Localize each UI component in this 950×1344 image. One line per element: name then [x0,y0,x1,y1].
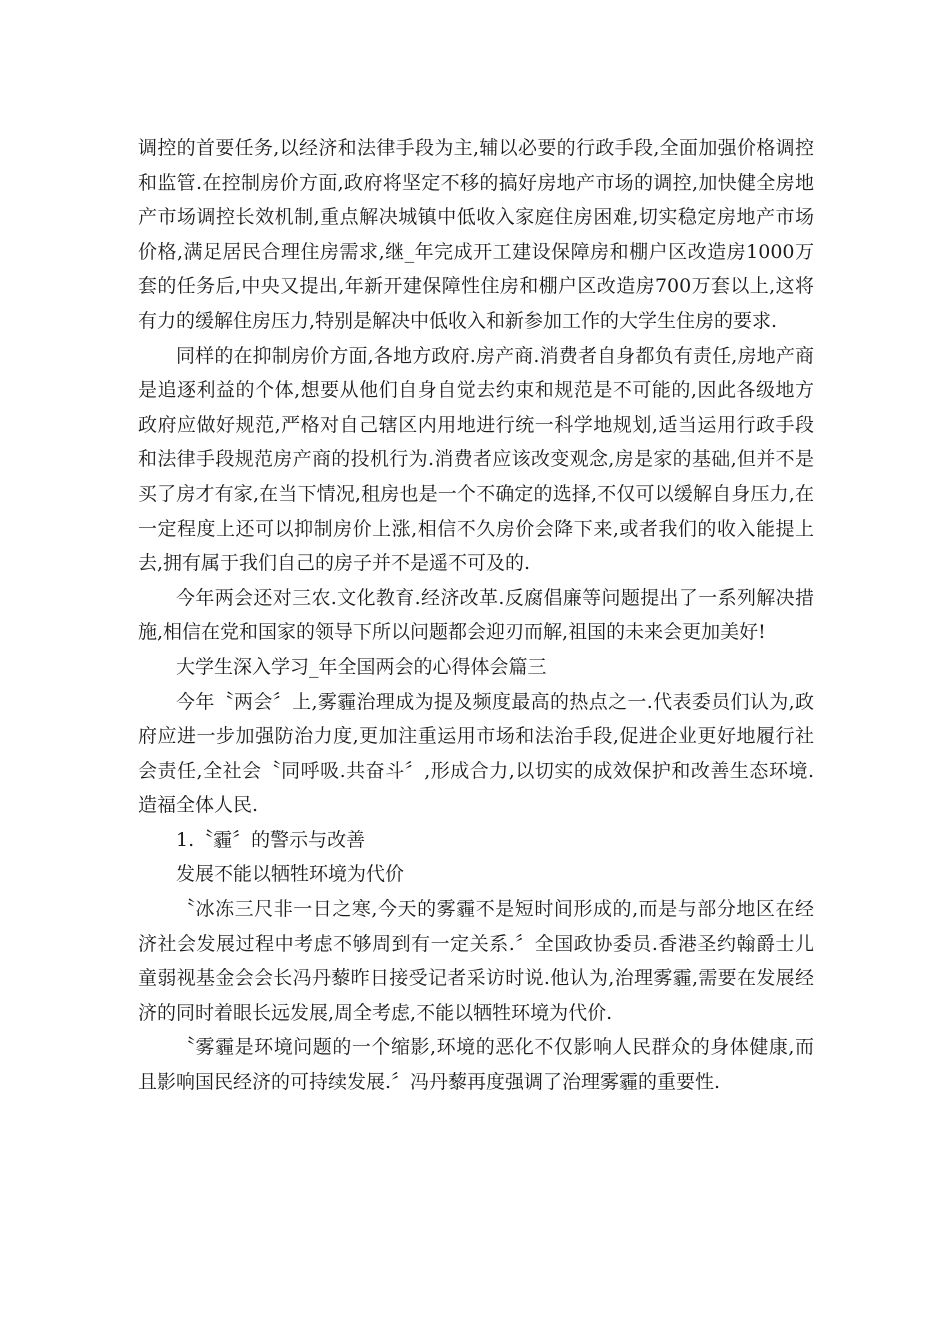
paragraph-two-sessions-outlook: 今年两会还对三农.文化教育.经济改革.反腐倡廉等问题提出了一系列解决措施,相信在党和国家的领导下所以问题都会迎刃而解,祖国的未来会更加美好! [138,586,814,644]
paragraph-smog-hotspot: 今年〝两会〞上,雾霾治理成为提及频度最高的热点之一.代表委员们认为,政府应进一步加强防治力度,更加注重运用市场和法治手段,促进企业更好地履行社会责任,全社会〝同呼吸.共奋斗〞,形成合力,以切实的成效保护和改善生态环境.造福全体人民. [138,690,814,817]
paragraph-quote-feng-danli-1: 〝冰冻三尺非一日之寒,今天的雾霾不是短时间形成的,而是与部分地区在经济社会发展过程中考虑不够周到有一定关系.〞全国政协委员.香港圣约翰爵士儿童弱视基金会会长冯丹藜昨日接受记者采访时说.他认为,治理雾霾,需要在发展经济的同时着眼长远发展,周全考虑,不能以牺牲环境为代价. [138,898,814,1024]
paragraph-housing-responsibility: 同样的在抑制房价方面,各地方政府.房产商.消费者自身都负有责任,房地产商是追逐利益的个体,想要从他们自身自觉去约束和规范是不可能的,因此各级地方政府应做好规范,严格对自己辖区内用地进行统一科学地规划,适当运用行政手段和法律手段规范房产商的投机行为.消费者应该改变观念,房是家的基础,但并不是买了房才有家,在当下情况,租房也是一个不确定的选择,不仅可以缓解自身压力,在一定程度上还可以抑制房价上涨,相信不久房价会降下来,或者我们的收入能提上去,拥有属于我们自己的房子并不是遥不可及的. [138,344,814,575]
section-heading-part-three: 大学生深入学习_年全国两会的心得体会篇三 [176,655,547,678]
paragraph-quote-feng-danli-2: 〝雾霾是环境问题的一个缩影,环境的恶化不仅影响人民群众的身体健康,而且影响国民经济的可持续发展.〞冯丹藜再度强调了治理雾霾的重要性. [138,1036,814,1094]
document-body [138,131,814,1100]
paragraph-housing-control: 调控的首要任务,以经济和法律手段为主,辅以必要的行政手段,全面加强价格调控和监管.在控制房价方面,政府将坚定不移的搞好房地产市场的调控,加快健全房地产市场调控长效机制,重点解决城镇中低收入家庭住房困难,切实稳定房地产市场价格,满足居民合理住房需求,继_年完成开工建设保障房和棚户区改造房1000万套的任务后,中央又提出,年新开建保障性住房和棚户区改造房700万套以上,这将有力的缓解住房压力,特别是解决中低收入和新参加工作的大学生住房的要求. [138,137,814,332]
subheading-smog-warning: 1.〝霾〞的警示与改善 [176,828,366,851]
subheading-environment-cost: 发展不能以牺牲环境为代价 [176,863,405,886]
